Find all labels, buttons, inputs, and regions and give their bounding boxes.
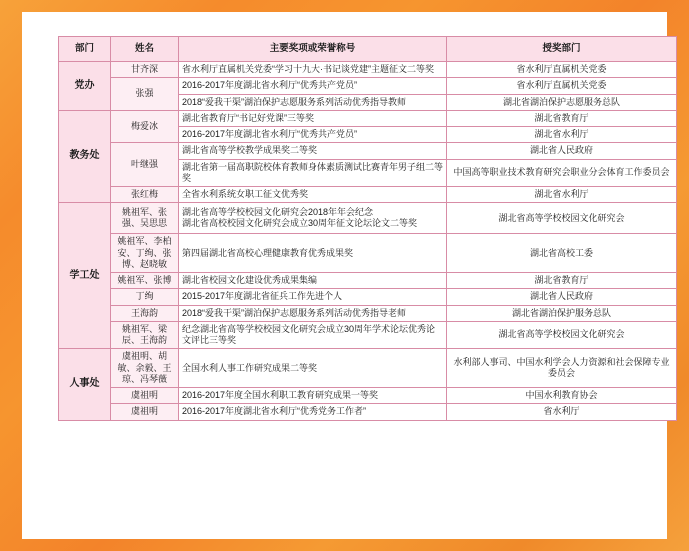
award-cell: 湖北省第一届高职院校体育教师身体素质测试比赛青年男子组二等奖 xyxy=(179,159,447,187)
issuer-cell: 湖北省高校工委 xyxy=(447,234,677,273)
award-cell: 全省水利系统女职工征文优秀奖 xyxy=(179,187,447,203)
issuer-cell: 省水利厅直属机关党委 xyxy=(447,78,677,94)
award-cell: 全国水利人事工作研究成果二等奖 xyxy=(179,349,447,388)
person-name-cell: 姚祖军、梁辰、王海韵 xyxy=(111,321,179,349)
award-cell: 纪念湖北省高等学校校园文化研究会成立30周年学术论坛优秀论文评比三等奖 xyxy=(179,321,447,349)
person-name-cell: 虞祖明、胡敏、余毅、王琼、冯琴薇 xyxy=(111,349,179,388)
header-cell-issuer: 授奖部门 xyxy=(447,37,677,62)
department-cell: 教务处 xyxy=(59,110,111,203)
table-row xyxy=(59,143,677,159)
table-row xyxy=(59,321,677,349)
award-cell: 湖北省教育厅“书记好党课”三等奖 xyxy=(179,110,447,126)
table-row xyxy=(59,289,677,305)
department-cell: 党办 xyxy=(59,62,111,111)
header-cell-name: 姓名 xyxy=(111,37,179,62)
header-cell-department: 部门 xyxy=(59,37,111,62)
person-name-cell: 虞祖明 xyxy=(111,388,179,404)
table-row xyxy=(59,234,677,273)
award-cell: 湖北省高等学校校园文化研究会2018年年会纪念 湖北省高校校园文化研究会成立30周年征文论坛论文二等奖 xyxy=(179,203,447,234)
person-name-cell: 姚祖军、李柏安、丁绚、张博、赵晓敏 xyxy=(111,234,179,273)
issuer-cell: 湖北省水利厅 xyxy=(447,187,677,203)
issuer-cell: 湖北省人民政府 xyxy=(447,289,677,305)
awards-table xyxy=(58,36,677,421)
awards-table-container xyxy=(58,36,676,541)
table-row xyxy=(59,273,677,289)
department-cell: 学工处 xyxy=(59,203,111,349)
header-row xyxy=(59,37,677,62)
person-name-cell: 张强 xyxy=(111,78,179,111)
document-page xyxy=(22,12,670,539)
award-cell: 第四届湖北省高校心理健康教育优秀成果奖 xyxy=(179,234,447,273)
person-name-cell: 梅爱冰 xyxy=(111,110,179,143)
table-row xyxy=(59,110,677,126)
issuer-cell: 湖北省湖泊保护志愿服务总队 xyxy=(447,94,677,110)
issuer-cell: 湖北省水利厅 xyxy=(447,127,677,143)
award-cell: 2016-2017年度湖北省水利厅“优秀党务工作者” xyxy=(179,404,447,420)
person-name-cell: 虞祖明 xyxy=(111,404,179,420)
issuer-cell: 省水利厅 xyxy=(447,404,677,420)
table-row xyxy=(59,62,677,78)
department-cell: 人事处 xyxy=(59,349,111,420)
header-cell-award: 主要奖项或荣誉称号 xyxy=(179,37,447,62)
table-header xyxy=(59,37,677,62)
issuer-cell: 中国水利教育协会 xyxy=(447,388,677,404)
issuer-cell: 湖北省湖泊保护服务总队 xyxy=(447,305,677,321)
issuer-cell: 湖北省教育厅 xyxy=(447,110,677,126)
award-cell: 2016-2017年度湖北省水利厅“优秀共产党员” xyxy=(179,127,447,143)
table-row xyxy=(59,305,677,321)
person-name-cell: 叶继强 xyxy=(111,143,179,187)
award-cell: 2018“爱我干渠”湖泊保护志愿服务系列活动优秀指导老师 xyxy=(179,305,447,321)
table-row xyxy=(59,388,677,404)
person-name-cell: 张红梅 xyxy=(111,187,179,203)
table-row xyxy=(59,187,677,203)
table-row xyxy=(59,349,677,388)
award-cell: 2018“爱我干渠”湖泊保护志愿服务系列活动优秀指导教师 xyxy=(179,94,447,110)
person-name-cell: 甘齐深 xyxy=(111,62,179,78)
table-row xyxy=(59,203,677,234)
table-row xyxy=(59,78,677,94)
person-name-cell: 丁绚 xyxy=(111,289,179,305)
issuer-cell: 省水利厅直属机关党委 xyxy=(447,62,677,78)
person-name-cell: 姚祖军、张博 xyxy=(111,273,179,289)
issuer-cell: 湖北省高等学校校园文化研究会 xyxy=(447,203,677,234)
person-name-cell: 姚祖军、张强、吴思思 xyxy=(111,203,179,234)
award-cell: 湖北省校园文化建设优秀成果集编 xyxy=(179,273,447,289)
issuer-cell: 湖北省高等学校校园文化研究会 xyxy=(447,321,677,349)
issuer-cell: 湖北省人民政府 xyxy=(447,143,677,159)
issuer-cell: 中国高等职业技术教育研究会职业分会体育工作委员会 xyxy=(447,159,677,187)
award-cell: 2016-2017年度湖北省水利厅“优秀共产党员” xyxy=(179,78,447,94)
person-name-cell: 王海韵 xyxy=(111,305,179,321)
award-cell: 2016-2017年度全国水利职工教育研究成果一等奖 xyxy=(179,388,447,404)
table-body xyxy=(59,62,677,421)
award-cell: 湖北省高等学校教学成果奖二等奖 xyxy=(179,143,447,159)
issuer-cell: 湖北省教育厅 xyxy=(447,273,677,289)
table-row xyxy=(59,404,677,420)
issuer-cell: 水利部人事司、中国水利学会人力资源和社会保障专业委员会 xyxy=(447,349,677,388)
award-cell: 2015-2017年度湖北省征兵工作先进个人 xyxy=(179,289,447,305)
award-cell: 省水利厅直属机关党委“学习十九大·书记谈党建”主题征文二等奖 xyxy=(179,62,447,78)
